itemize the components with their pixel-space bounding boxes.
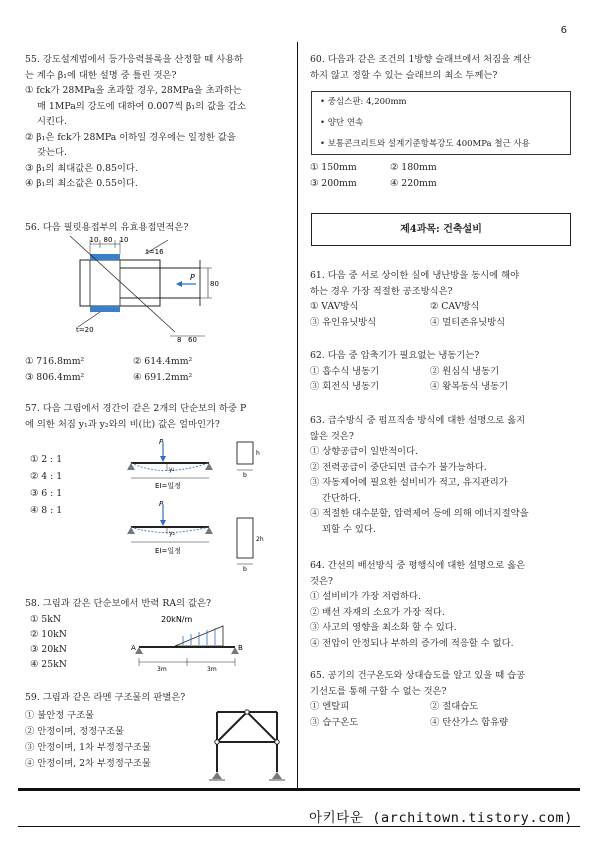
span-2: 3m <box>207 666 217 673</box>
condition-item: • 중심스판: 4,200mm <box>320 97 407 107</box>
option-2[interactable]: ② 4 : 1 <box>30 471 63 482</box>
option-1[interactable]: ① 5kN <box>30 614 61 625</box>
question-61-stem-line: 하는 경우 가장 적절한 공조방식은? <box>310 285 453 297</box>
question-65-stem-line: 65. 공기의 건구온도와 상대습도를 알고 있을 때 습공 <box>310 670 526 681</box>
option-2[interactable]: ② 안정이며, 정정구조물 <box>25 726 124 737</box>
dim-top-3: 10 <box>119 236 129 244</box>
question-57 <box>25 401 290 432</box>
option-4[interactable]: ④ 691.2mm² <box>133 371 193 383</box>
option-4[interactable]: ④ 왕복동식 냉동기 <box>430 381 509 392</box>
option-1[interactable]: ① 2 : 1 <box>30 454 63 465</box>
conditions-box <box>311 91 571 155</box>
option-4[interactable]: ④ 적절한 대수분할, 압력제어 등에 의해 에너지절약을 <box>310 508 529 519</box>
dim-bottom-1: 8 <box>177 336 182 344</box>
thickness-top: t=16 <box>146 248 164 256</box>
question-55-stem-line: 55. 강도설계법에서 등가응력블록을 산정할 때 사용하 <box>25 54 244 65</box>
column-divider <box>297 42 298 790</box>
option-4[interactable]: ④ 안정이며, 2차 부정정구조물 <box>25 758 151 769</box>
dim-side: 80 <box>210 280 219 288</box>
question-65 <box>310 668 575 730</box>
option-4[interactable]: ④ 전압이 안정되나 부하의 증가에 적응할 수 없다. <box>310 637 514 649</box>
option-3[interactable]: ③ 회전식 냉동기 <box>310 381 380 392</box>
option-2[interactable]: ② β₁은 fck가 28MPa 이하일 경우에는 일정한 값을 <box>25 131 236 143</box>
option-2[interactable]: ② 전력공급이 중단되면 급수가 불가능하다. <box>310 461 487 473</box>
option-2-cont: 갖는다. <box>37 147 67 158</box>
question-63-stem-line: 않은 것은? <box>310 430 354 442</box>
section-2h: 2h <box>256 536 264 543</box>
option-1[interactable]: ① fck가 28MPa을 초과할 경우, 28MPa을 초과하는 <box>25 85 242 96</box>
fillet-weld-figure <box>60 232 220 344</box>
thickness-bottom: t=20 <box>76 326 94 334</box>
simple-beam-figure <box>125 612 255 674</box>
section-b-1: b <box>243 472 247 479</box>
question-61-stem-line: 61. 다음 중 서로 상이한 실에 냉난방을 동시에 해야 <box>310 270 520 281</box>
footer-rule-bottom <box>18 826 580 827</box>
option-2[interactable]: ② 절대습도 <box>430 701 479 712</box>
footer-site-name: 아키타운 (architown.tistory.com) <box>308 810 573 826</box>
condition-item: • 양단 연속 <box>320 118 364 128</box>
question-65-stem-line: 기선도를 통해 구할 수 없는 것은? <box>310 685 447 697</box>
option-3[interactable]: ③ 자동제어에 필요한 설비비가 적고, 유지관리가 <box>310 477 508 488</box>
rigid-frame-figure <box>205 702 290 782</box>
option-1[interactable]: ① VAV방식 <box>310 301 359 312</box>
option-4[interactable]: ④ 8 : 1 <box>30 505 63 516</box>
distributed-load-label: 20kN/m <box>161 615 193 624</box>
question-63-stem-line: 63. 급수방식 중 펌프직송 방식에 대한 설명으로 옳지 <box>310 415 526 426</box>
option-3-cont: 간단하다. <box>322 492 361 504</box>
deflection-y2: y₂ <box>169 530 175 537</box>
option-4[interactable]: ④ 25kN <box>30 659 67 670</box>
subject-heading: 제4과목: 건축설비 <box>311 213 571 246</box>
question-59-options <box>25 708 215 772</box>
section-h: h <box>256 450 260 457</box>
question-57-stem-line: 에 의한 처짐 y₁과 y₂와의 비(比) 값은 얼마인가? <box>25 418 220 430</box>
load-P-1: P <box>159 438 164 446</box>
question-58 <box>25 596 290 612</box>
option-1[interactable]: ① 엔탈피 <box>310 701 350 712</box>
question-55-stem-line: 는 계수 β₁에 대한 설명 중 틀린 것은? <box>25 69 177 81</box>
ei-label-2: EI=일정 <box>155 547 181 555</box>
question-64-stem-line: 것은? <box>310 575 333 587</box>
question-57-stem-line: 57. 다음 그림에서 경간이 같은 2개의 단순보의 하중 P <box>25 403 247 414</box>
dim-top-2: 80 <box>103 236 113 244</box>
option-1[interactable]: ① 불안정 구조물 <box>25 710 95 721</box>
option-1[interactable]: ① 설비비가 가장 저렴하다. <box>310 591 421 602</box>
question-56-options <box>25 354 290 385</box>
option-3[interactable]: ③ 806.4mm² <box>25 371 85 383</box>
support-B: B <box>238 644 243 652</box>
load-label: P <box>190 273 195 282</box>
question-59-stem: 59. 그림과 같은 라멘 구조물의 판별은? <box>25 692 186 703</box>
deflection-y1: y₁ <box>169 466 175 473</box>
question-57-options <box>30 451 120 519</box>
dim-top-1: 10 <box>89 236 99 244</box>
option-3[interactable]: ③ 200mm <box>310 177 357 189</box>
option-2[interactable]: ② 180mm <box>390 162 437 173</box>
option-1[interactable]: ① 흡수식 냉동기 <box>310 365 380 377</box>
option-4[interactable]: ④ 220mm <box>390 177 437 189</box>
load-P-2: P <box>159 500 164 508</box>
condition-item: • 보통콘크리트와 설계기준항복강도 400MPa 철근 사용 <box>320 139 530 149</box>
option-3[interactable]: ③ β₁의 최대값은 0.85이다. <box>25 162 138 174</box>
option-2[interactable]: ② 10kN <box>30 629 67 640</box>
option-3[interactable]: ③ 6 : 1 <box>30 488 63 499</box>
option-3[interactable]: ③ 유인유닛방식 <box>310 316 377 328</box>
option-3[interactable]: ③ 안정이며, 1차 부정정구조물 <box>25 742 151 753</box>
question-62-stem: 62. 다음 중 압축기가 필요없는 냉동기는? <box>310 350 480 361</box>
question-58-stem: 58. 그림과 같은 단순보에서 반력 RA의 값은? <box>25 598 211 609</box>
dim-bottom-2: 60 <box>188 336 197 344</box>
ei-label-1: EI=일정 <box>155 482 181 490</box>
question-61 <box>310 268 575 330</box>
section-b-2: b <box>243 566 247 573</box>
option-2[interactable]: ② CAV방식 <box>430 301 480 312</box>
question-56-stem: 56. 다음 필릿용접부의 유효용접면적은? <box>25 222 189 233</box>
option-3[interactable]: ③ 습구온도 <box>310 716 359 728</box>
question-62 <box>310 348 575 395</box>
question-64-stem-line: 64. 간선의 배선방식 중 평행식에 대한 설명으로 옳은 <box>310 560 526 571</box>
footer-rule-top <box>18 788 580 791</box>
page-number: 6 <box>560 25 567 36</box>
question-60-options <box>310 160 575 191</box>
question-60-stem-line: 60. 다음과 같은 조건의 1방향 슬래브에서 처짐을 계산 <box>310 54 532 65</box>
question-60 <box>310 52 575 83</box>
question-55 <box>25 52 290 192</box>
option-1-cont: 매 1MPa의 강도에 대하여 0.007씩 β₁의 값을 감소 <box>37 100 246 112</box>
option-3[interactable]: ③ 사고의 영향을 최소화 할 수 있다. <box>310 622 457 633</box>
option-4[interactable]: ④ 탄산가스 함유량 <box>430 716 509 728</box>
option-2[interactable]: ② 원심식 냉동기 <box>430 365 500 377</box>
span-1: 3m <box>157 666 167 673</box>
option-3[interactable]: ③ 20kN <box>30 644 67 655</box>
option-2[interactable]: ② 614.4mm² <box>133 356 193 367</box>
question-64 <box>310 558 575 651</box>
question-60-stem-line: 하지 않고 정할 수 있는 슬래브의 최소 두께는? <box>310 69 498 81</box>
option-4[interactable]: ④ β₁의 최소값은 0.55이다. <box>25 178 138 189</box>
option-4[interactable]: ④ 멀티존유닛방식 <box>430 316 506 328</box>
question-63 <box>310 413 575 537</box>
option-1[interactable]: ① 150mm <box>310 162 357 173</box>
beam-deflection-figure <box>125 438 275 578</box>
option-4-cont: 꾀할 수 있다. <box>322 523 376 535</box>
question-58-options <box>30 612 110 672</box>
option-1[interactable]: ① 상향공급이 일반적이다. <box>310 446 418 457</box>
option-1[interactable]: ① 716.8mm² <box>25 356 85 367</box>
option-2[interactable]: ② 배선 자재의 소요가 가장 적다. <box>310 606 445 618</box>
option-1-cont: 시킨다. <box>37 116 67 127</box>
support-A: A <box>131 644 136 652</box>
